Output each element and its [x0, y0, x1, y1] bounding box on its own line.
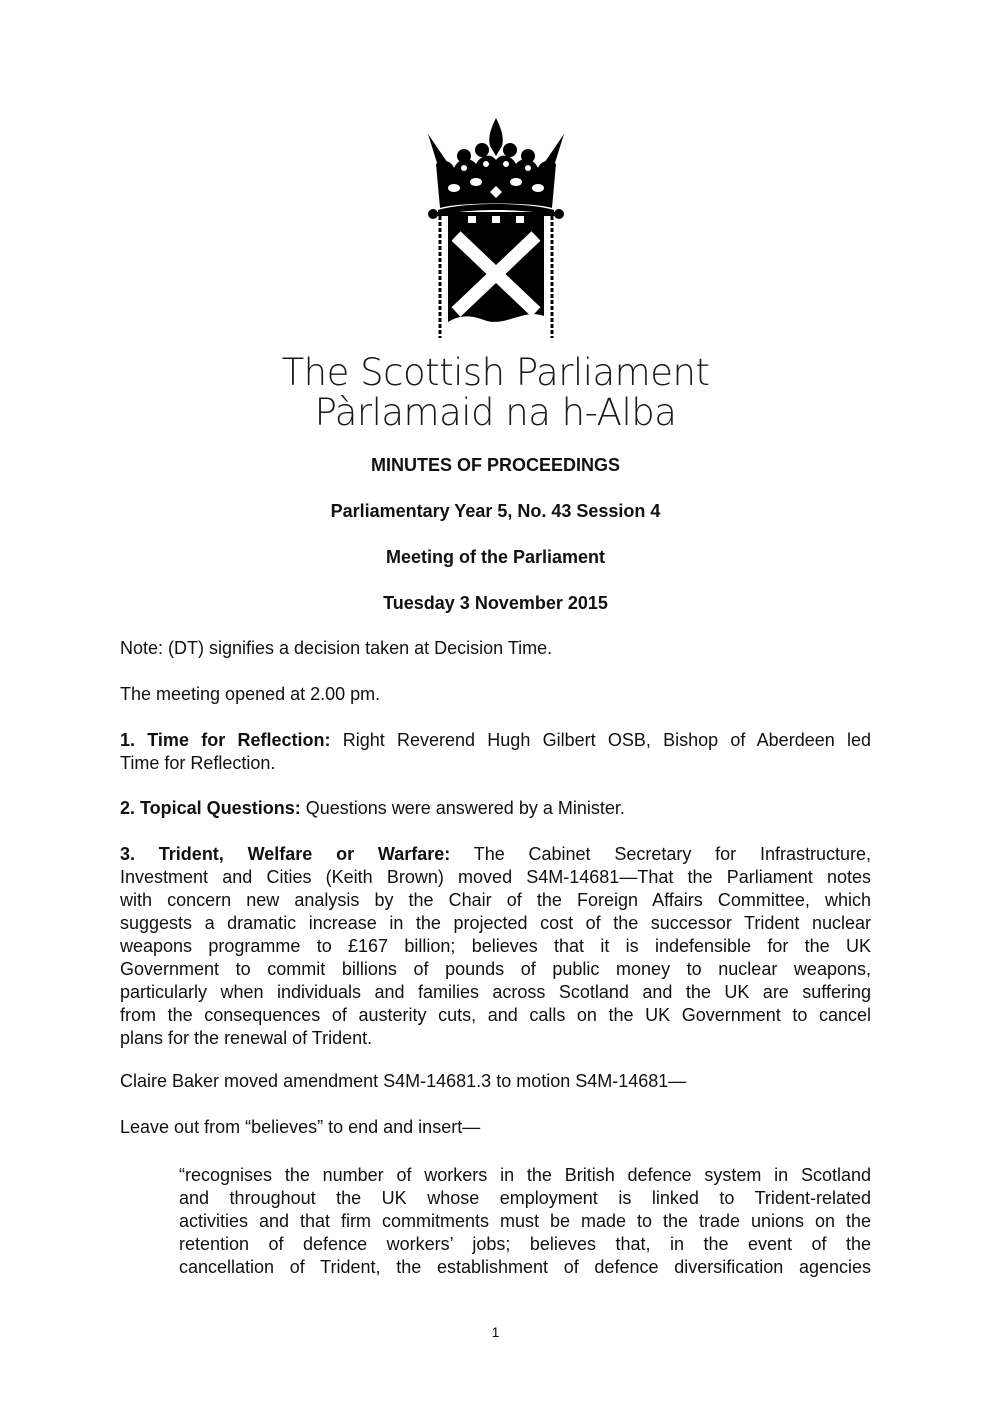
item-text-line: plans for the renewal of Trident.	[120, 1028, 373, 1048]
brand-name-english: The Scottish Parliament	[281, 351, 710, 394]
brand-name-gaelic: Pàrlamaid na h-Alba	[314, 391, 677, 434]
item-text-line: weapons programme to £167 billion; believes that it is indefensible for the UK	[120, 936, 871, 956]
decision-time-note: Note: (DT) signifies a decision taken at Decision Time.	[120, 638, 553, 658]
item-text-line: The Cabinet Secretary for Infrastructure,	[450, 844, 871, 864]
session-heading: Parliamentary Year 5, No. 43 Session 4	[330, 501, 661, 521]
date-heading: Tuesday 3 November 2015	[383, 593, 608, 613]
item-text-line: particularly when individuals and families across Scotland and the UK are suffering	[120, 982, 871, 1002]
quote-line: activities and that firm commitments must be made to the trade unions on the	[179, 1211, 871, 1231]
quote-line: retention of defence workers’ jobs; believes that, in the event of the	[179, 1234, 871, 1254]
item-title: 1. Time for Reflection:	[120, 730, 331, 750]
item-text-line: with concern new analysis by the Chair of the Foreign Affairs Committee, which	[120, 890, 871, 910]
document-title: MINUTES OF PROCEEDINGS	[370, 455, 621, 475]
scottish-parliament-emblem-icon	[424, 116, 568, 342]
item-text-line: suggests a dramatic increase in the projected cost of the successor Trident nuclear	[120, 913, 871, 933]
quote-line: “recognises the number of workers in the British defence system in Scotland	[179, 1165, 871, 1185]
meeting-opened-text: The meeting opened at 2.00 pm.	[120, 684, 381, 704]
item-text-line: Government to commit billions of pounds of public money to nuclear weapons,	[120, 959, 871, 979]
item-text-line: Investment and Cities (Keith Brown) moved S4M-14681—That the Parliament notes	[120, 867, 871, 887]
meeting-heading: Meeting of the Parliament	[385, 547, 606, 567]
item-text-line: Time for Reflection.	[120, 753, 276, 773]
agenda-item-time-for-reflection	[120, 729, 871, 775]
page-number: 1	[491, 1324, 500, 1340]
quote-line: cancellation of Trident, the establishment of defence diversification agencies	[179, 1257, 871, 1277]
item-text-line: from the consequences of austerity cuts, and calls on the UK Government to cancel	[120, 1005, 871, 1025]
item-title: 2. Topical Questions:	[120, 798, 301, 818]
item-text-line: Questions were answered by a Minister.	[300, 798, 625, 818]
agenda-item-topical-questions	[120, 797, 871, 820]
item-text-line: Right Reverend Hugh Gilbert OSB, Bishop of Aberdeen led	[330, 730, 871, 750]
amendment-instruction-text: Leave out from “believes” to end and insert—	[120, 1117, 481, 1137]
quote-line: and throughout the UK whose employment is linked to Trident-related	[179, 1188, 871, 1208]
agenda-item-trident-welfare-or-warfare	[120, 843, 871, 1050]
item-title: 3. Trident, Welfare or Warfare:	[120, 844, 451, 864]
amendment-moved-text: Claire Baker moved amendment S4M-14681.3 to motion S4M-14681—	[120, 1071, 687, 1091]
amendment-quoted-text	[179, 1164, 871, 1279]
